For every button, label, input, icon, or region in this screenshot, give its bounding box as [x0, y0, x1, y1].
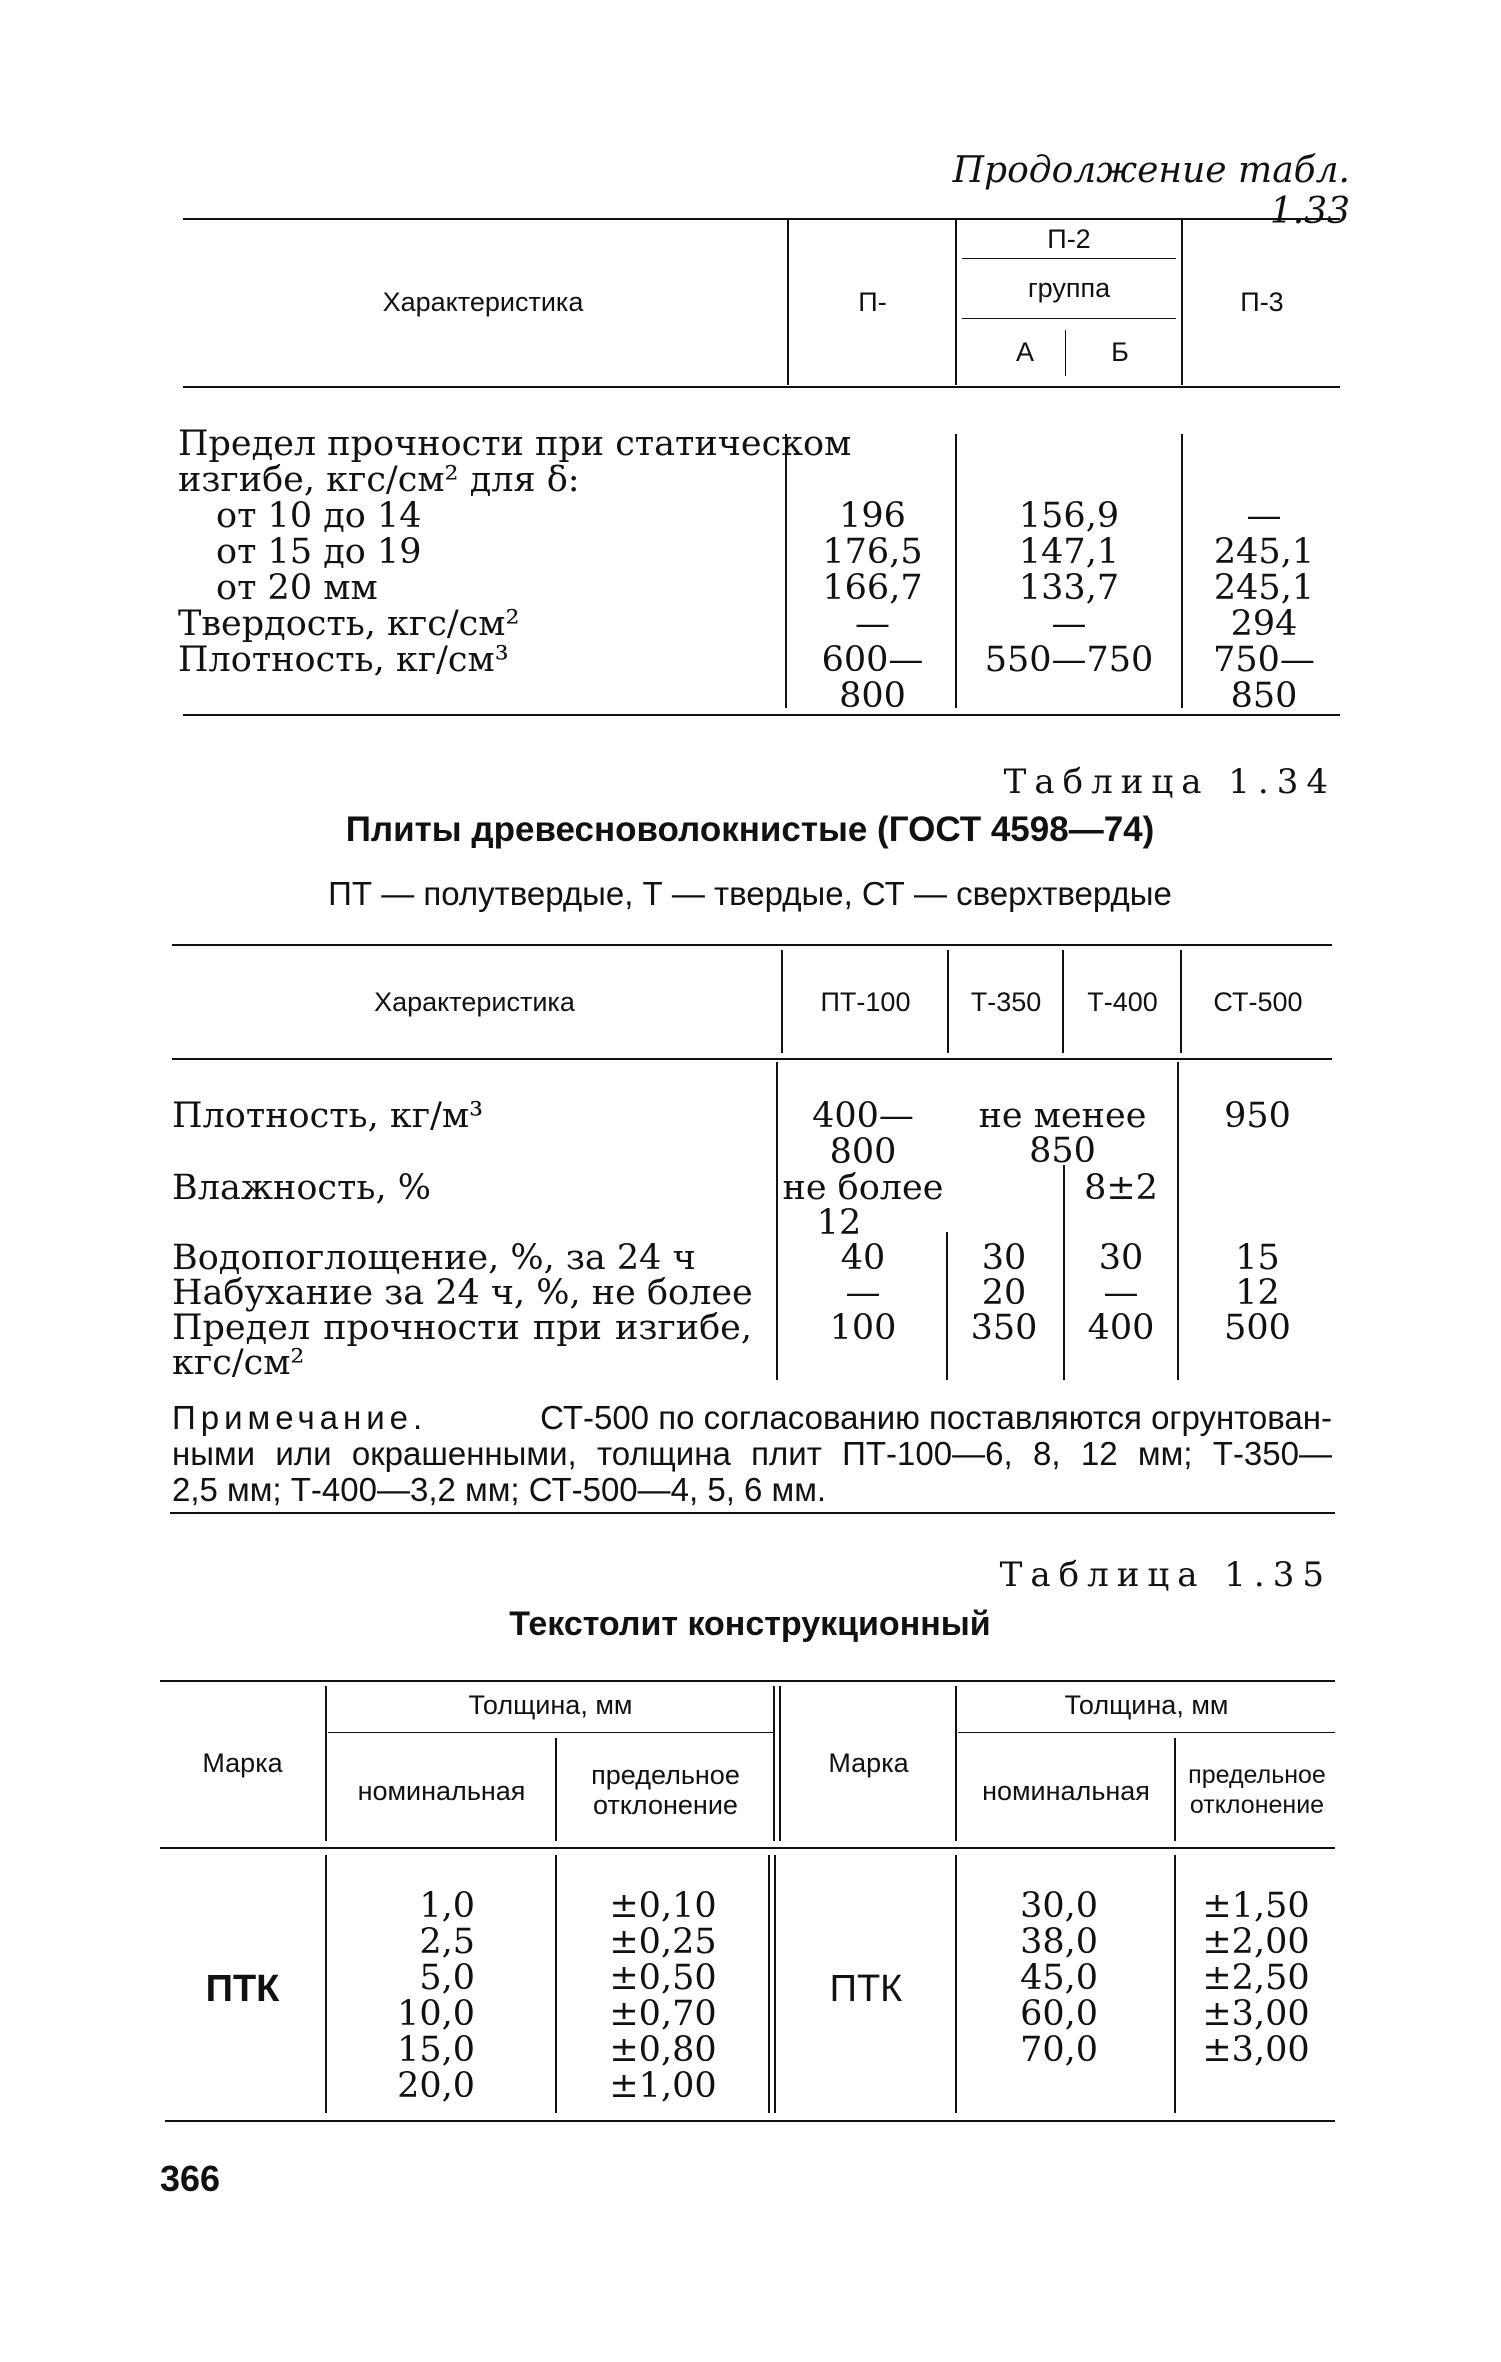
table-caption: Таблица 1.35 — [999, 1555, 1332, 1595]
col-deviation — [558, 1888, 768, 2104]
cell: — — [855, 604, 890, 644]
cell: ±3,00 — [1202, 2030, 1310, 2070]
cell: не менее — [978, 1096, 1147, 1136]
header-deviation-line: отклонение — [593, 1790, 738, 1820]
header-thickness: Толщина, мм — [468, 1690, 633, 1720]
cell: 1,0 — [419, 1886, 475, 1926]
note-line — [172, 1400, 1332, 1436]
group-sub-rule — [962, 318, 1176, 319]
row-label: изгибе, кгс/см² для δ: — [178, 460, 580, 500]
col-deviation — [1177, 1888, 1335, 2068]
row-label: Плотность, кг/м³ — [172, 1096, 484, 1136]
cell: 15 — [1235, 1238, 1280, 1278]
col-p2 — [958, 498, 1180, 678]
mark-cell: ПТК — [829, 1968, 903, 2010]
vline — [1065, 330, 1066, 376]
vline — [1180, 950, 1182, 1053]
header-deviation-line: отклонение — [1189, 1791, 1325, 1819]
note-line: 2,5 мм; Т-400—3,2 мм; СТ-500—4, 5, 6 мм. — [172, 1471, 827, 1508]
vline — [325, 1855, 327, 2113]
note-line: ными или окрашенными, толщина плит ПТ-100—6, 8, 12 мм; Т-350— — [172, 1435, 1332, 1472]
cell: 30 — [1098, 1238, 1144, 1278]
header-mark: Марка — [828, 1748, 909, 1778]
mark-cell: ПТК — [205, 1968, 280, 2010]
vline — [773, 1686, 775, 1841]
header-st500: СТ-500 — [1213, 987, 1303, 1017]
cell: 2,5 — [419, 1922, 475, 1962]
vline — [1181, 220, 1183, 385]
cell: 850 — [1029, 1131, 1096, 1171]
note-text: СТ-500 по согласованию поставляются огрунтован- — [540, 1399, 1332, 1436]
continuation-caption: Продолжение табл. 1.33 — [952, 150, 1350, 232]
header-p3: П-3 — [1240, 287, 1284, 317]
table-caption: Таблица 1.34 — [1003, 762, 1336, 802]
cell: 245,1 — [1213, 532, 1315, 572]
top-rule — [172, 944, 1332, 946]
cell: 294 — [1230, 604, 1298, 644]
vline — [955, 1686, 957, 1841]
row-label: Предел прочности при статическом — [178, 424, 852, 464]
cell: ±0,10 — [609, 1886, 717, 1926]
cell: ±0,80 — [609, 2030, 717, 2070]
cell: 350 — [970, 1308, 1038, 1348]
top-rule — [160, 1680, 1335, 1682]
row-labels — [178, 426, 851, 678]
cell: ±3,00 — [1202, 1994, 1310, 2034]
row-label: Предел прочности при изгибе, — [172, 1308, 752, 1348]
header-p: П- — [858, 287, 887, 317]
header-deviation — [558, 1760, 773, 1820]
vline — [947, 950, 949, 1053]
vline — [555, 1738, 557, 1841]
top-rule — [183, 218, 1340, 220]
cell: 100 — [829, 1308, 897, 1348]
vline — [787, 220, 789, 385]
header-nominal: номинальная — [982, 1776, 1150, 1806]
header-deviation-line: предельное — [591, 1760, 740, 1790]
header-thickness: Толщина, мм — [1064, 1690, 1229, 1720]
cell: 15,0 — [397, 2030, 475, 2070]
vline — [776, 1062, 778, 1380]
header-b: Б — [1111, 337, 1129, 367]
cell: 147,1 — [1018, 532, 1120, 572]
cell: ±0,50 — [609, 1958, 717, 1998]
header-group: группа — [1027, 273, 1111, 303]
vline — [1063, 1165, 1065, 1380]
cell: 750—850 — [1213, 640, 1315, 716]
header-p2: П-2 — [1047, 224, 1091, 254]
header-pt100: ПТ-100 — [820, 987, 911, 1017]
cell: 30 — [981, 1238, 1027, 1278]
cell: 12 — [816, 1203, 862, 1243]
table-note — [172, 1400, 1332, 1508]
table-title: Плиты древесноволокнистые (ГОСТ 4598—74) — [345, 810, 1155, 849]
cell: 5,0 — [419, 1958, 475, 1998]
cell: 500 — [1224, 1308, 1291, 1348]
cell: 8±2 — [1084, 1168, 1158, 1208]
header-deviation-line: предельное — [1188, 1761, 1326, 1789]
vline — [1181, 434, 1183, 708]
vline — [955, 434, 957, 708]
cell: ±1,50 — [1202, 1886, 1310, 1926]
cell: — — [845, 1273, 881, 1313]
cell: 156,9 — [1018, 496, 1120, 536]
cell: 30,0 — [1020, 1886, 1098, 1926]
header-nominal: номинальная — [357, 1776, 526, 1806]
col-p — [790, 498, 955, 714]
bottom-rule — [183, 714, 1340, 716]
table-subtitle: ПТ — полутвердые, Т — твердые, СТ — сверхтвердые — [328, 875, 1172, 912]
row-label: от 10 до 14 — [216, 496, 422, 536]
thickness-sub-rule — [328, 1732, 773, 1733]
cell: 70,0 — [1020, 2030, 1098, 2070]
col-nominal — [958, 1888, 1098, 2068]
cell: не более — [782, 1168, 944, 1208]
cell: 166,7 — [822, 568, 923, 608]
row-label: Водопоглощение, %, за 24 ч — [172, 1238, 696, 1278]
vline — [325, 1686, 327, 1841]
vline — [768, 1855, 770, 2113]
header-t400: Т-400 — [1087, 987, 1158, 1017]
header-t350: Т-350 — [970, 987, 1042, 1017]
header-rule — [172, 1058, 1332, 1060]
row-label: Твердость, кгс/см² — [178, 604, 520, 644]
vline — [955, 1855, 957, 2113]
cell: — — [1051, 604, 1087, 644]
cell: — — [1103, 1273, 1139, 1313]
cell: 600—800 — [821, 640, 924, 716]
header-a: А — [1015, 337, 1034, 367]
vline — [1174, 1855, 1176, 2113]
vline — [1062, 950, 1064, 1053]
cell: 550—750 — [984, 640, 1154, 680]
cell: 133,7 — [1018, 568, 1120, 608]
cell: 38,0 — [1020, 1922, 1098, 1962]
row-label: Плотность, кг/см³ — [178, 640, 509, 680]
cell: 400 — [1087, 1308, 1155, 1348]
header-deviation — [1177, 1760, 1337, 1820]
cell: 196 — [839, 496, 906, 536]
row-label: от 20 мм — [216, 568, 378, 608]
row-label: Набухание за 24 ч, %, не более — [172, 1273, 753, 1313]
page-number: 366 — [160, 2158, 221, 2199]
cell: ±0,70 — [609, 1994, 717, 2034]
cell: ±2,50 — [1202, 1958, 1310, 1998]
header-rule — [160, 1847, 1335, 1849]
cell: 20,0 — [397, 2066, 475, 2106]
col-p3 — [1184, 498, 1344, 714]
header-rule — [183, 386, 1340, 388]
cell: — — [1246, 496, 1282, 536]
cell: 10,0 — [397, 1994, 475, 2034]
thickness-sub-rule — [958, 1732, 1335, 1733]
col-nominal — [328, 1888, 475, 2104]
header-mark: Марка — [202, 1748, 283, 1778]
vline — [1177, 1062, 1179, 1380]
cell: 60,0 — [1020, 1994, 1098, 2034]
cell: 20 — [981, 1273, 1027, 1313]
cell: 45,0 — [1020, 1958, 1098, 1998]
vline — [781, 950, 783, 1053]
vline — [1174, 1738, 1176, 1841]
header-characteristic: Характеристика — [374, 987, 575, 1017]
vline — [555, 1855, 557, 2113]
cell: ±2,00 — [1202, 1922, 1310, 1962]
cell: 176,5 — [822, 532, 923, 572]
table-title: Текстолит конструкционный — [509, 1605, 991, 1643]
vline — [779, 1686, 781, 1841]
cell: 40 — [840, 1238, 886, 1278]
bottom-rule — [170, 1512, 1335, 1514]
row-label: кгс/см² — [172, 1343, 305, 1383]
vline — [774, 1855, 776, 2113]
cell: ±0,25 — [609, 1922, 717, 1962]
cell: 12 — [1235, 1273, 1280, 1313]
note-label: Примечание. — [172, 1399, 428, 1436]
vline — [955, 220, 957, 385]
cell: 400—800 — [812, 1096, 914, 1172]
row-label: от 15 до 19 — [216, 532, 422, 572]
header-characteristic: Характеристика — [382, 287, 584, 317]
p2-sub-rule — [962, 258, 1176, 259]
cell: 950 — [1224, 1096, 1291, 1136]
row-label: Влажность, % — [172, 1168, 431, 1208]
cell: 245,1 — [1213, 568, 1315, 608]
cell: ±1,00 — [609, 2066, 717, 2106]
bottom-rule — [165, 2120, 1335, 2122]
